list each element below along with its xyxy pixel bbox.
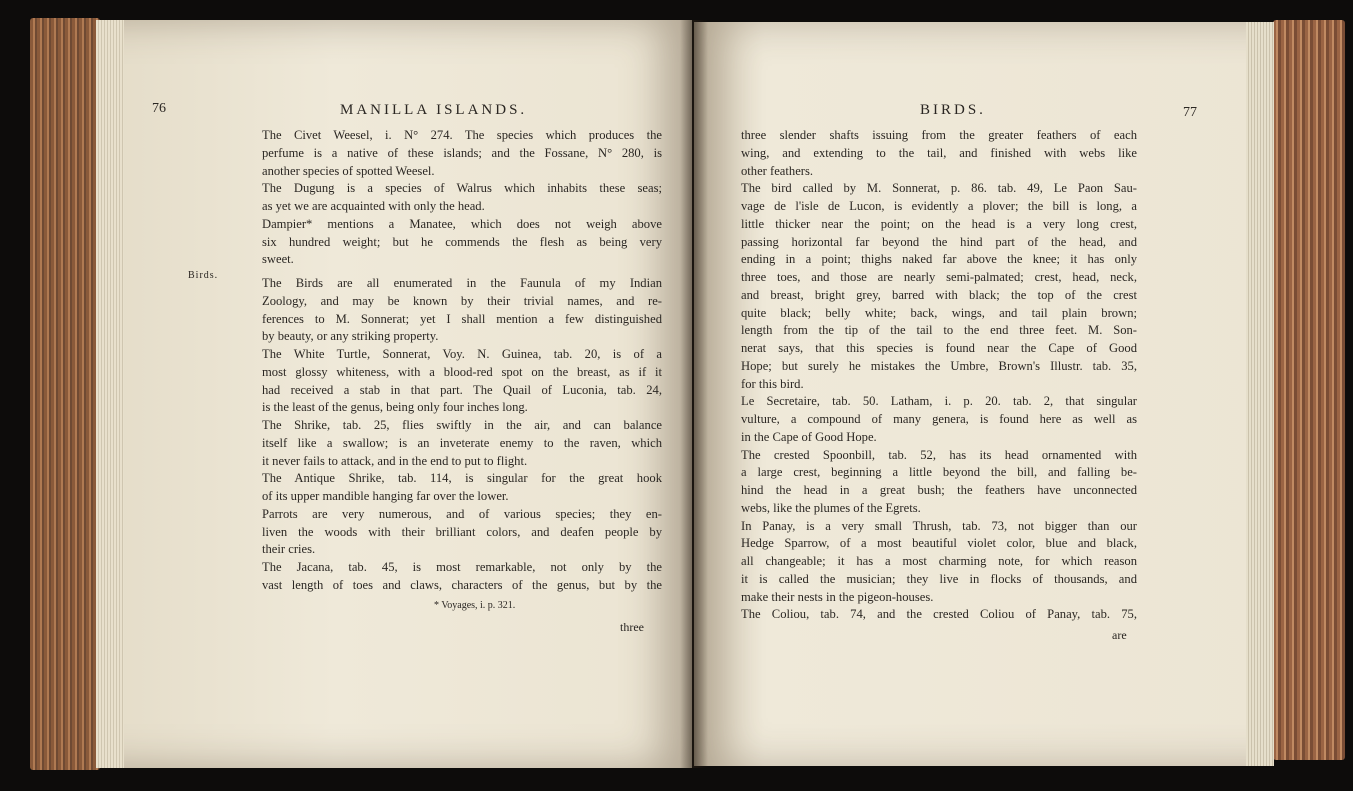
text-line: Dampier* mentions a Manatee, which does not weigh above — [262, 216, 662, 231]
text-line: The Shrike, tab. 25, flies swiftly in the air, and can balance — [262, 418, 662, 432]
text-line: The crested Spoonbill, tab. 52, has its head ornamented with — [741, 447, 1137, 462]
footnote: * Voyages, i. p. 321. — [434, 600, 516, 611]
text-line: it never fails to attack, and in the end to put to flight. — [262, 453, 528, 468]
text-line: vast length of toes and claws, characters of the genus, but by the — [262, 577, 662, 592]
right-page-number: 77 — [1183, 105, 1197, 120]
text-line: had received a stab in that part. The Quail of Luconia, tab. 24, — [262, 382, 662, 397]
text-line: webs, like the plumes of the Egrets. — [741, 500, 921, 515]
text-line: three slender shafts issuing from the greater feathers of each — [741, 128, 1137, 142]
text-line: another species of spotted Weesel. — [262, 163, 435, 178]
text-line: The Antique Shrike, tab. 114, is singular for the great hook — [262, 471, 662, 486]
text-line: little thicker near the point; on the head is a very long crest, — [741, 216, 1137, 231]
text-line: six hundred weight; but he commends the flesh as being very — [262, 234, 662, 249]
right-fore-edge — [1273, 20, 1345, 760]
text-line: make their nests in the pigeon-houses. — [741, 589, 934, 604]
text-line: sweet. — [262, 252, 294, 267]
text-line: in the Cape of Good Hope. — [741, 429, 877, 444]
text-line: itself like a swallow; is an inveterate enemy to the raven, which — [262, 435, 662, 450]
text-line: length from the tip of the tail to the end three feet. M. Son- — [741, 323, 1137, 338]
text-line: liven the woods with their brilliant colors, and deafen people by — [262, 524, 662, 539]
left-text-block — [262, 127, 662, 595]
text-line: hind the head in a great bush; the feathers have unconnected — [741, 483, 1137, 497]
text-line: The bird called by M. Sonnerat, p. 86. tab. 49, Le Paon Sau- — [741, 181, 1137, 196]
text-line: The Coliou, tab. 74, and the crested Coliou of Panay, tab. 75, — [741, 607, 1137, 622]
text-line: it is called the musician; they live in flocks of thousands, and — [741, 571, 1137, 586]
text-line: vage de l'isle de Lucon, is evidently a plover; the bill is long, a — [741, 199, 1137, 213]
text-line: Zoology, and may be known by their trivial names, and re- — [262, 293, 662, 308]
text-line: by beauty, or any striking property. — [262, 329, 439, 344]
text-line: of its upper mandible hanging far over the lower. — [262, 489, 509, 503]
right-catchword: are — [1112, 628, 1127, 642]
left-fore-edge — [30, 18, 100, 770]
text-line: is the least of the genus, being only four inches long. — [262, 400, 528, 415]
text-line: In Panay, is a very small Thrush, tab. 73, not bigger than our — [741, 518, 1137, 533]
text-line: as yet we are acquainted with only the head. — [262, 199, 485, 213]
text-line: their cries. — [262, 542, 316, 557]
text-line: Hope; but surely he mistakes the Umbre, Brown's Illustr. tab. 35, — [741, 358, 1137, 373]
right-running-head: BIRDS. — [920, 102, 986, 118]
text-line: three toes, and those are nearly semi-palmated; crest, head, neck, — [741, 270, 1137, 284]
text-line: nerat says, that this species is found near the Cape of Good — [741, 341, 1137, 355]
text-line: ferences to M. Sonnerat; yet I shall mention a few distinguished — [262, 311, 662, 326]
text-line: The Civet Weesel, i. N° 274. The species which produces the — [262, 128, 662, 142]
text-line: all changeable; it has a most charming note, for which reason — [741, 554, 1137, 568]
text-line: ending in a point; thighs naked far above the knee; it has only — [741, 252, 1137, 267]
text-line: Le Secretaire, tab. 50. Latham, i. p. 20. tab. 2, that singular — [741, 394, 1137, 409]
text-line: The Birds are all enumerated in the Faunula of my Indian — [262, 276, 662, 290]
left-page-stack — [96, 20, 124, 768]
text-line: for this bird. — [741, 376, 804, 391]
text-line: passing horizontal far beyond the hind part of the head, and — [741, 234, 1137, 249]
text-line: wing, and extending to the tail, and finished with webs like — [741, 145, 1137, 160]
text-line: The Dugung is a species of Walrus which inhabits these seas; — [262, 181, 662, 196]
right-page-stack — [1246, 22, 1274, 766]
text-line: Hedge Sparrow, of a most beautiful violet color, blue and black, — [741, 536, 1137, 551]
left-page-number: 76 — [152, 101, 166, 116]
right-text-block — [741, 127, 1137, 624]
text-line: other feathers. — [741, 163, 814, 178]
text-line: quite black; belly white; back, wings, and tail plain brown; — [741, 305, 1137, 320]
book-gutter — [680, 20, 708, 768]
text-line: vulture, a compound of many genera, is found here as well as — [741, 412, 1137, 426]
text-line: most glossy whiteness, with a blood-red spot on the breast, as if it — [262, 364, 662, 379]
text-line: The White Turtle, Sonnerat, Voy. N. Guinea, tab. 20, is of a — [262, 347, 662, 361]
text-line: a large crest, beginning a little beyond the bill, and falling be- — [741, 465, 1137, 480]
side-note: Birds. — [188, 270, 219, 281]
left-catchword: three — [620, 620, 644, 634]
text-line: Parrots are very numerous, and of various species; they en- — [262, 506, 662, 521]
text-line: perfume is a native of these islands; and the Fossane, N° 280, is — [262, 145, 662, 160]
text-line: and breast, bright grey, barred with black; the top of the crest — [741, 287, 1137, 302]
text-line: The Jacana, tab. 45, is most remarkable, not only by the — [262, 560, 662, 574]
left-running-head: MANILLA ISLANDS. — [340, 102, 528, 118]
